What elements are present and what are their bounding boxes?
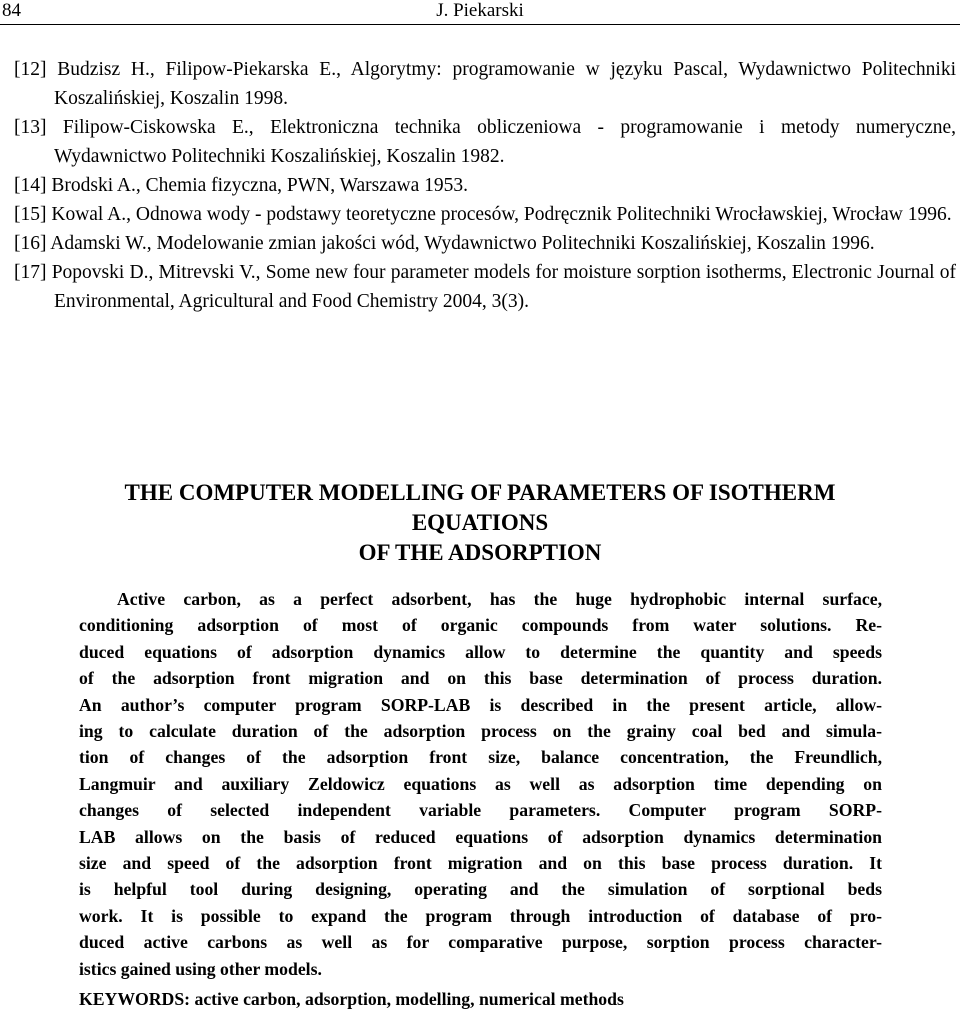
abstract-line: ing to calculate duration of the adsorption process on the grainy coal bed and simula-	[79, 721, 882, 742]
abstract-line: duced active carbons as well as for comparative purpose, sorption process character-	[79, 932, 882, 953]
abstract-line: work. It is possible to expand the program through introduction of database of pro-	[79, 905, 882, 926]
title-line: OF THE ADSORPTION	[358, 540, 602, 565]
page-header	[0, 0, 960, 24]
reference-item: [13] Filipow-Ciskowska E., Elektroniczna technika obliczeniowa - programowanie i metody numeryczne, Wydawnictwo Politechniki Koszalińskiej, Koszalin 1982.	[14, 117, 956, 167]
keywords: KEYWORDS: active carbon, adsorption, modelling, numerical methods	[79, 989, 624, 1009]
reference-item: [17] Popovski D., Mitrevski V., Some new four parameter models for moisture sorption isotherms, Electronic Journal of Environmental, Agricultural and Food Chemistry 2004, 3(3).	[14, 262, 956, 312]
abstract-line: duced equations of adsorption dynamics allow to determine the quantity and speeds	[79, 641, 882, 662]
abstract-line: Langmuir and auxiliary Zeldowicz equations as well as adsorption time depending on	[79, 773, 882, 794]
abstract-line: Active carbon, as a perfect adsorbent, has the huge hydrophobic internal surface,	[117, 589, 882, 609]
abstract-line: An author’s computer program SORP-LAB is described in the present article, allow-	[79, 694, 882, 715]
abstract	[79, 586, 882, 982]
reference-item: [15] Kowal A., Odnowa wody - podstawy teoretyczne procesów, Podręcznik Politechniki Wrocławskiej, Wrocław 1996.	[14, 204, 952, 225]
abstract-line: istics gained using other models.	[79, 958, 322, 979]
abstract-line: changes of selected independent variable parameters. Computer program SORP-	[79, 800, 882, 821]
reference-item: [14] Brodski A., Chemia fizyczna, PWN, Warszawa 1953.	[14, 175, 469, 196]
reference-list	[14, 55, 956, 316]
abstract-line: LAB allows on the basis of reduced equations of adsorption dynamics determination	[79, 826, 882, 847]
title-line: EQUATIONS	[411, 510, 549, 535]
reference-item: [16] Adamski W., Modelowanie zmian jakości wód, Wydawnictwo Politechniki Koszalińskiej, Koszalin 1996.	[14, 233, 875, 254]
running-head: J. Piekarski	[436, 0, 524, 21]
reference-item: [12] Budzisz H., Filipow-Piekarska E., Algorytmy: programowanie w języku Pascal, Wydawnictwo Politechniki Koszalińskiej, Koszalin 1998.	[14, 59, 956, 109]
abstract-line: size and speed of the adsorption front migration and on this base process duration. It	[79, 853, 882, 874]
header-rule	[0, 24, 960, 25]
abstract-line: of the adsorption front migration and on this base determination of process duration.	[79, 668, 882, 689]
page-number: 84	[2, 0, 21, 21]
abstract-line: is helpful tool during designing, operating and the simulation of sorptional beds	[79, 879, 882, 900]
abstract-line: tion of changes of the adsorption front size, balance concentration, the Freundlich,	[79, 747, 882, 768]
abstract-line: conditioning adsorption of most of organic compounds from water solutions. Re-	[79, 615, 882, 636]
title-line: THE COMPUTER MODELLING OF PARAMETERS OF ISOTHERM	[124, 480, 836, 505]
article-title	[0, 478, 960, 568]
